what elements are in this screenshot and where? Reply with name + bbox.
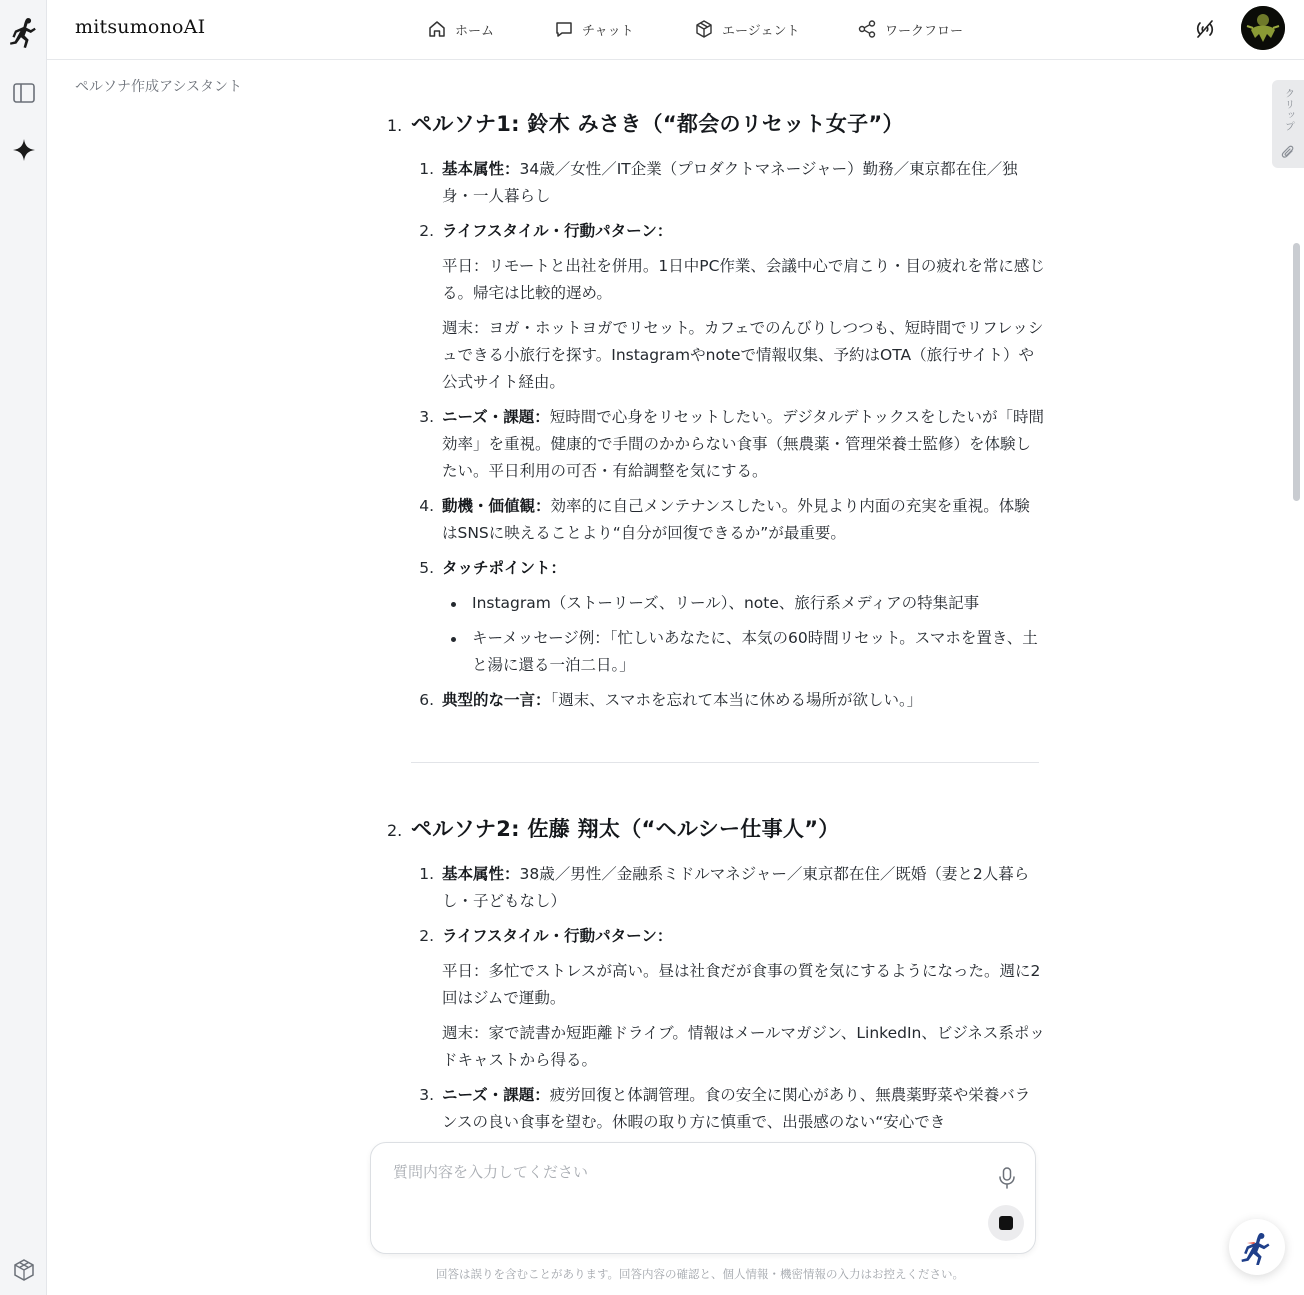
section-divider	[411, 762, 1039, 763]
clip-label: クリップ	[1282, 88, 1294, 132]
persona-heading	[380, 108, 1045, 138]
persona-title: ペルソナ2: 佐藤 翔太（“ヘルシー仕事人”）	[411, 817, 840, 841]
nav-chat-label: チャット	[582, 23, 634, 39]
persona-title: ペルソナ1: 鈴木 みさき（“都会のリセット女子”）	[411, 112, 904, 136]
question-input[interactable]	[393, 1163, 973, 1181]
item-label: ライフスタイル・行動パターン：	[442, 222, 673, 240]
item-number: 1.	[419, 865, 434, 883]
persona-number: 2.	[387, 821, 403, 840]
nav-workflow-label: ワークフロー	[885, 23, 964, 39]
list-item	[411, 493, 1045, 547]
nav-agent[interactable]	[694, 16, 799, 42]
item-number: 3.	[419, 408, 434, 426]
app-title: mitsumonoAI	[75, 16, 206, 38]
item-label: ニーズ・課題：	[442, 408, 550, 426]
bullet-item: Instagram（ストーリーズ、リール）、note、旅行系メディアの特集記事	[442, 590, 1045, 617]
item-paragraph: 平日：多忙でストレスが高い。昼は社食だが食事の質を気にするようになった。週に2回はジムで運動。	[442, 962, 1041, 1007]
stop-icon	[999, 1216, 1013, 1230]
item-label: 動機・価値観：	[442, 497, 551, 515]
broadcast-icon[interactable]	[1190, 14, 1220, 44]
stop-button[interactable]	[988, 1205, 1024, 1241]
item-label: 基本属性：	[442, 160, 520, 178]
list-item	[411, 923, 1045, 1074]
nav-agent-label: エージェント	[722, 23, 800, 39]
list-item	[411, 555, 1045, 679]
nav-workflow[interactable]	[857, 16, 963, 42]
persona-items	[411, 156, 1045, 714]
bullet-list	[442, 590, 1045, 679]
disclaimer-text: 回答は誤りを含むことがあります。回答内容の確認と、個人情報・機密情報の入力はお控えください。	[435, 1267, 965, 1281]
list-item	[411, 156, 1045, 210]
item-number: 2.	[419, 927, 434, 945]
nav-home[interactable]	[427, 16, 494, 42]
item-label: 典型的な一言：	[442, 691, 551, 709]
item-text: 短時間で心身をリセットしたい。デジタルデトックスをしたいが「時間効率」を重視。健康的で手間のかからない食事（無農薬・管理栄養士監修）を体験したい。平日利用の可否・有給調整を気にする。	[442, 408, 1045, 480]
item-number: 3.	[419, 1086, 434, 1104]
item-label: 基本属性：	[442, 865, 520, 883]
sparkle-icon[interactable]	[0, 130, 47, 170]
item-number: 6.	[419, 691, 434, 709]
user-avatar[interactable]	[1241, 6, 1285, 50]
message-content	[380, 100, 1045, 1140]
scrollbar-thumb[interactable]	[1293, 243, 1300, 501]
list-item	[411, 218, 1045, 396]
persona-items	[411, 861, 1045, 1136]
item-text: 38歳／男性／金融系ミドルマネジャー／東京都在住／既婚（妻と2人暮らし・子どもなし）	[442, 865, 1030, 910]
home-icon	[427, 19, 447, 39]
logo-runner-icon[interactable]	[0, 12, 47, 52]
chat-bubble-icon	[554, 19, 574, 39]
left-rail	[0, 0, 47, 1295]
item-text: 34歳／女性／IT企業（プロダクトマネージャー）勤務／東京都在住／独身・一人暮らし	[442, 160, 1018, 205]
item-label: ライフスタイル・行動パターン：	[442, 927, 673, 945]
breadcrumb: ペルソナ作成アシスタント	[75, 79, 243, 95]
item-text: 効率的に自己メンテナンスしたい。外見より内面の充実を重視。体験はSNSに映えることより“自分が回復できるか”が最重要。	[442, 497, 1030, 542]
item-paragraph: 週末：家で読書か短距離ドライブ。情報はメールマガジン、LinkedIn、ビジネス系ポッドキャストから得る。	[442, 1024, 1045, 1069]
microphone-icon[interactable]	[994, 1165, 1020, 1191]
item-label: タッチポイント：	[442, 559, 567, 577]
nav-chat[interactable]	[554, 16, 634, 42]
item-number: 1.	[419, 160, 434, 178]
item-text: 疲労回復と体調管理。食の安全に関心があり、無農薬野菜や栄養バランスの良い食事を望む。休暇の取り方に慎重で、出張感のない“安心でき	[442, 1086, 1031, 1131]
assistant-fab-button[interactable]	[1229, 1219, 1285, 1275]
list-item	[411, 1082, 1045, 1136]
persona-number: 1.	[387, 116, 403, 135]
sidebar-toggle-icon[interactable]	[0, 73, 47, 113]
item-paragraph: 週末：ヨガ・ホットヨガでリセット。カフェでのんびりしつつも、短時間でリフレッシュできる小旅行を探す。Instagramやnoteで情報収集、予約はOTA（旅行サイト）や公式サイト経由。	[442, 319, 1044, 391]
item-text: 「週末、スマホを忘れて本当に休める場所が欲しい。」	[550, 691, 923, 709]
nav-home-label: ホーム	[455, 23, 495, 39]
ninja-runner-icon	[1239, 1229, 1275, 1265]
item-number: 5.	[419, 559, 434, 577]
bullet-item: キーメッセージ例：「忙しいあなたに、本気の60時間リセット。スマホを置き、土と湯に還る一泊二日。」	[442, 625, 1045, 679]
item-paragraph: 平日：リモートと出社を併用。1日中PC作業、会議中心で肩こり・目の疲れを常に感じる。帰宅は比較的遅め。	[442, 257, 1045, 302]
list-item	[411, 404, 1045, 485]
item-label: ニーズ・課題：	[442, 1086, 550, 1104]
share-nodes-icon	[857, 19, 877, 39]
chat-composer	[370, 1142, 1036, 1254]
list-item	[411, 687, 1045, 714]
top-header	[47, 0, 1304, 60]
item-number: 4.	[419, 497, 434, 515]
package-icon	[694, 19, 714, 39]
persona-heading	[380, 813, 1045, 843]
list-item	[411, 861, 1045, 915]
item-number: 2.	[419, 222, 434, 240]
